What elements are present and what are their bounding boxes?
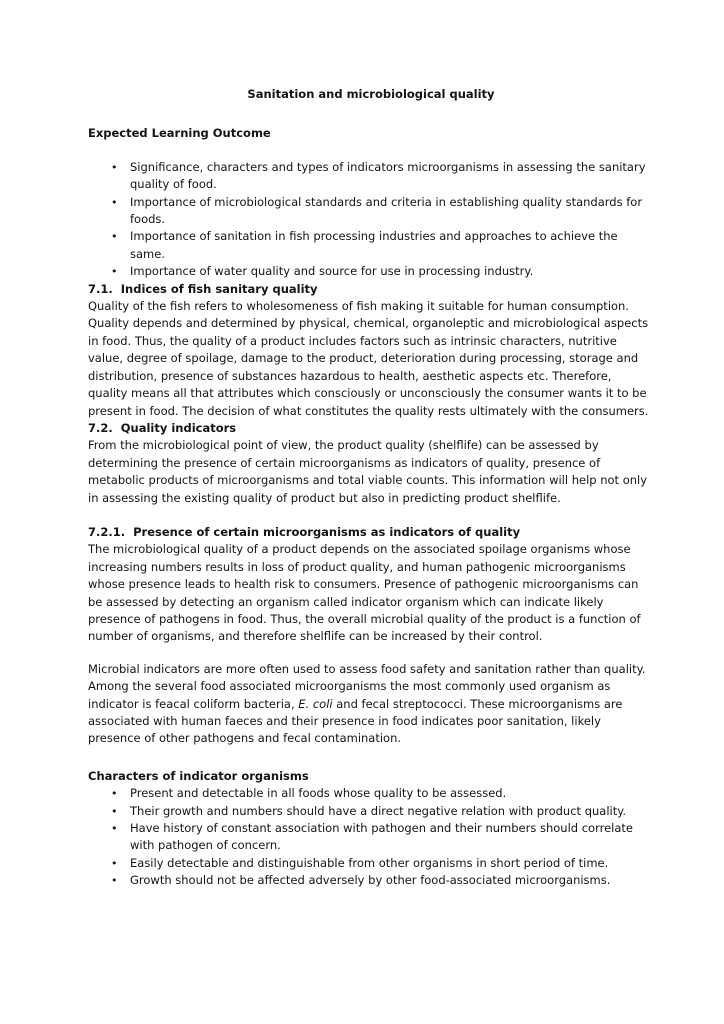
learning-outcome-item: • Significance, characters and types of indicators microorganisms in assessing the sanitary quality of food. bbox=[130, 159, 654, 194]
heading-7-2-1: 7.2.1. Presence of certain microorganisms as indicators of quality bbox=[88, 524, 521, 539]
heading-characters-of-indicator-organisms: Characters of indicator organisms bbox=[88, 768, 309, 783]
para2-text-before: Microbial indicators are more often used to assess food safety and sanitation rather than quality. Among the several food associated microorganisms the most commonly used organism as indicator is feacal coliform bacteria, bbox=[88, 661, 646, 711]
section-7-2-1-para2 bbox=[88, 661, 654, 748]
section-7-1 bbox=[88, 281, 654, 420]
species-name-italic: E. coli bbox=[298, 696, 333, 711]
character-item: • Have history of constant association with pathogen and their numbers should correlate with pathogen of concern. bbox=[130, 820, 654, 855]
section-7-2-1 bbox=[88, 524, 654, 748]
character-item: • Easily detectable and distinguishable from other organisms in short period of time. bbox=[130, 855, 654, 872]
section-7-2-body: From the microbiological point of view, the product quality (shelflife) can be assessed by determining the presence of certain microorganisms as indicators of quality, presence of metabolic products of microorganisms and total viable counts. This information will help not only in assessing the existing quality of product but also in predicting product shelflife. bbox=[88, 438, 648, 505]
characters-list bbox=[88, 785, 654, 889]
para2-text-after: and fecal streptococci. These microorganisms are associated with human faeces and their presence in food indicates poor sanitation, likely presence of other pathogens and fecal contamination. bbox=[88, 696, 623, 746]
learning-outcome-item: • Importance of water quality and source for use in processing industry. bbox=[130, 263, 654, 280]
character-item: • Growth should not be affected adversely by other food-associated microorganisms. bbox=[130, 872, 654, 889]
character-item: • Present and detectable in all foods whose quality to be assessed. bbox=[130, 785, 654, 802]
heading-7-2: 7.2. Quality indicators bbox=[88, 420, 237, 435]
section-7-2 bbox=[88, 420, 654, 507]
section-characters bbox=[88, 768, 654, 890]
heading-expected-learning-outcome: Expected Learning Outcome bbox=[88, 126, 271, 141]
document-title: Sanitation and microbiological quality bbox=[247, 87, 495, 101]
learning-outcome-item: • Importance of microbiological standards and criteria in establishing quality standards for foods. bbox=[130, 194, 654, 229]
section-7-2-1-para1: The microbiological quality of a product depends on the associated spoilage organisms whose increasing numbers results in loss of product quality, and human pathogenic microorganisms whose presence leads to health risk to consumers. Presence of pathogenic microorganisms can be assessed by detecting an organism called indicator organism which can indicate likely presence of pathogens in food. Thus, the overall microbial quality of the product is a function of number of organisms, and therefore shelflife can be increased by their control. bbox=[88, 542, 641, 644]
heading-7-1: 7.1. Indices of fish sanitary quality bbox=[88, 281, 318, 296]
section-7-1-body: Quality of the fish refers to wholesomeness of fish making it suitable for human consumption. Quality depends and determined by physical, chemical, organoleptic and microbiological aspects in food. Thus, the quality of a product includes factors such as intrinsic characters, nutritive value, degree of spoilage, damage to the product, deterioration during processing, storage and distribution, presence of substances hazardous to health, aesthetic aspects etc. Therefore, quality means all that attributes which consciously or unconsciously the consumer wants it to be present in food. The decision of what constitutes the quality rests ultimately with the consumers. bbox=[88, 299, 649, 418]
learning-outcome-item: • Importance of sanitation in fish processing industries and approaches to achieve the same. bbox=[130, 228, 654, 263]
character-item: • Their growth and numbers should have a direct negative relation with product quality. bbox=[130, 803, 654, 820]
learning-outcomes-list bbox=[88, 159, 654, 281]
